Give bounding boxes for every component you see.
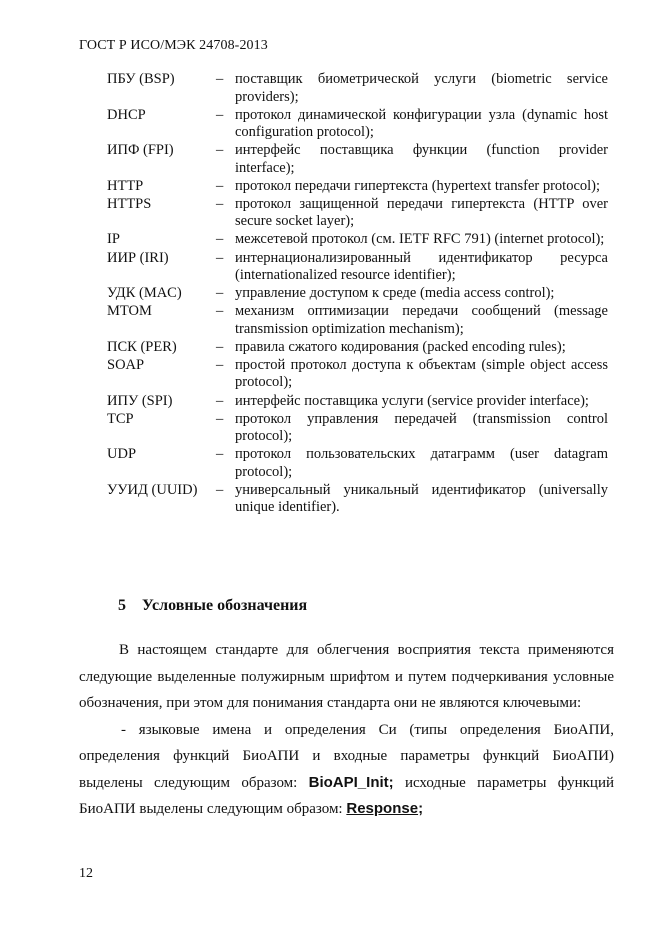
list-paragraph	[79, 717, 614, 823]
abbreviation-row	[0, 393, 662, 411]
abbreviation-row	[0, 107, 662, 142]
abbreviation-term: ИИР (IRI)	[107, 249, 169, 266]
abbreviation-dash: –	[216, 249, 224, 266]
section-title: Условные обозначения	[142, 597, 308, 614]
abbreviation-row	[0, 411, 662, 446]
abbreviation-definition: механизм оптимизации передачи сообщений (message transmission optimization mechanism);	[235, 303, 608, 337]
section-heading	[118, 597, 307, 615]
abbreviation-dash: –	[216, 481, 224, 498]
body-text	[79, 637, 614, 823]
abbreviation-definition: межсетевой протокол (см. IETF RFC 791) (internet protocol);	[235, 231, 605, 248]
list-text-middle: исходные параметры функций БиоАПИ выделены следующим образом:	[79, 774, 614, 817]
abbreviation-term: ПБУ (BSP)	[107, 71, 175, 87]
abbreviation-term: HTTPS	[107, 195, 152, 212]
abbreviation-definition: правила сжатого кодирования (packed encoding rules);	[235, 338, 566, 355]
abbreviation-dash: –	[216, 338, 224, 355]
section-number: 5	[118, 597, 126, 614]
abbreviation-term: УУИД (UUID)	[107, 481, 198, 498]
code-example-suffix: ;	[418, 800, 424, 817]
abbreviation-term: ИПФ (FPI)	[107, 142, 174, 159]
abbreviation-row	[0, 285, 662, 303]
abbreviation-term: DHCP	[107, 106, 146, 123]
abbreviation-dash: –	[216, 303, 224, 320]
abbreviation-term: IP	[107, 231, 120, 248]
abbreviation-definition: управление доступом к среде (media access control);	[235, 285, 555, 302]
abbreviation-term: HTTP	[107, 177, 144, 194]
intro-paragraph: В настоящем стандарте для облегчения восприятия текста применяются следующие выделенные полужирным шрифтом и путем подчеркивания условные обозначения, при этом для понимания стандарта они не являются ключевыми:	[79, 642, 614, 711]
abbreviation-definition: протокол пользовательских датаграмм (user datagram protocol);	[235, 446, 608, 480]
abbreviation-term: ИПУ (SPI)	[107, 392, 173, 409]
abbreviation-term: TCP	[107, 410, 134, 427]
abbreviation-definition: протокол управления передачей (transmission control protocol);	[235, 410, 608, 445]
abbreviation-row	[0, 142, 662, 177]
abbreviation-dash: –	[216, 71, 224, 87]
list-text-prefix: - языковые имена и определения Си (типы определения БиоАПИ, определения функций БиоАПИ и входные параметры функций БиоАПИ) выделены следующим образом:	[79, 721, 614, 791]
abbreviation-definition: интерфейс поставщика функции (function provider interface);	[235, 142, 608, 176]
abbreviation-dash: –	[216, 410, 224, 427]
abbreviation-row	[0, 71, 662, 106]
abbreviation-definition: протокол динамической конфигурации узла (dynamic host configuration protocol);	[235, 106, 608, 141]
abbreviation-definition: интернационализированный идентификатор ресурса (internationalized resource identifier);	[235, 249, 608, 284]
abbreviation-definition: интерфейс поставщика услуги (service provider interface);	[235, 392, 589, 409]
abbreviation-dash: –	[216, 106, 224, 123]
abbreviation-dash: –	[216, 142, 224, 159]
page-number: 12	[79, 866, 93, 881]
abbreviation-term: ПСК (PER)	[107, 338, 177, 355]
abbreviation-term: UDP	[107, 446, 137, 463]
abbreviation-term: УДК (MAC)	[107, 285, 182, 302]
abbreviation-dash: –	[216, 356, 224, 373]
abbreviation-row	[0, 357, 662, 392]
abbreviation-row	[0, 196, 662, 231]
abbreviation-term: SOAP	[107, 356, 145, 373]
abbreviation-dash: –	[216, 446, 224, 463]
abbreviation-row	[0, 178, 662, 196]
abbreviation-definition: простой протокол доступа к объектам (simple object access protocol);	[235, 356, 608, 391]
abbreviation-dash: –	[216, 231, 224, 248]
abbreviation-term: MTOM	[107, 303, 152, 320]
abbreviation-row	[0, 231, 662, 249]
abbreviation-definition: протокол передачи гипертекста (hypertext transfer protocol);	[235, 177, 601, 194]
code-example-bioapi-init: BioAPI_Init;	[308, 773, 394, 791]
abbreviation-row	[0, 339, 662, 357]
abbreviation-definition: протокол защищенной передачи гипертекста (HTTP over secure socket layer);	[235, 195, 608, 230]
abbreviation-row	[0, 250, 662, 285]
abbreviations-list	[0, 71, 662, 517]
abbreviation-row	[0, 303, 662, 338]
abbreviation-dash: –	[216, 285, 224, 302]
abbreviation-dash: –	[216, 195, 224, 212]
abbreviation-dash: –	[216, 392, 224, 409]
abbreviation-row	[0, 482, 662, 517]
document-header: ГОСТ Р ИСО/МЭК 24708-2013	[79, 38, 268, 53]
abbreviation-definition: поставщик биометрической услуги (biometric service providers);	[235, 71, 608, 105]
abbreviation-definition: универсальный уникальный идентификатор (universally unique identifier).	[235, 481, 608, 516]
code-example-response: Response	[346, 800, 419, 817]
abbreviation-dash: –	[216, 177, 224, 194]
abbreviation-row	[0, 446, 662, 481]
